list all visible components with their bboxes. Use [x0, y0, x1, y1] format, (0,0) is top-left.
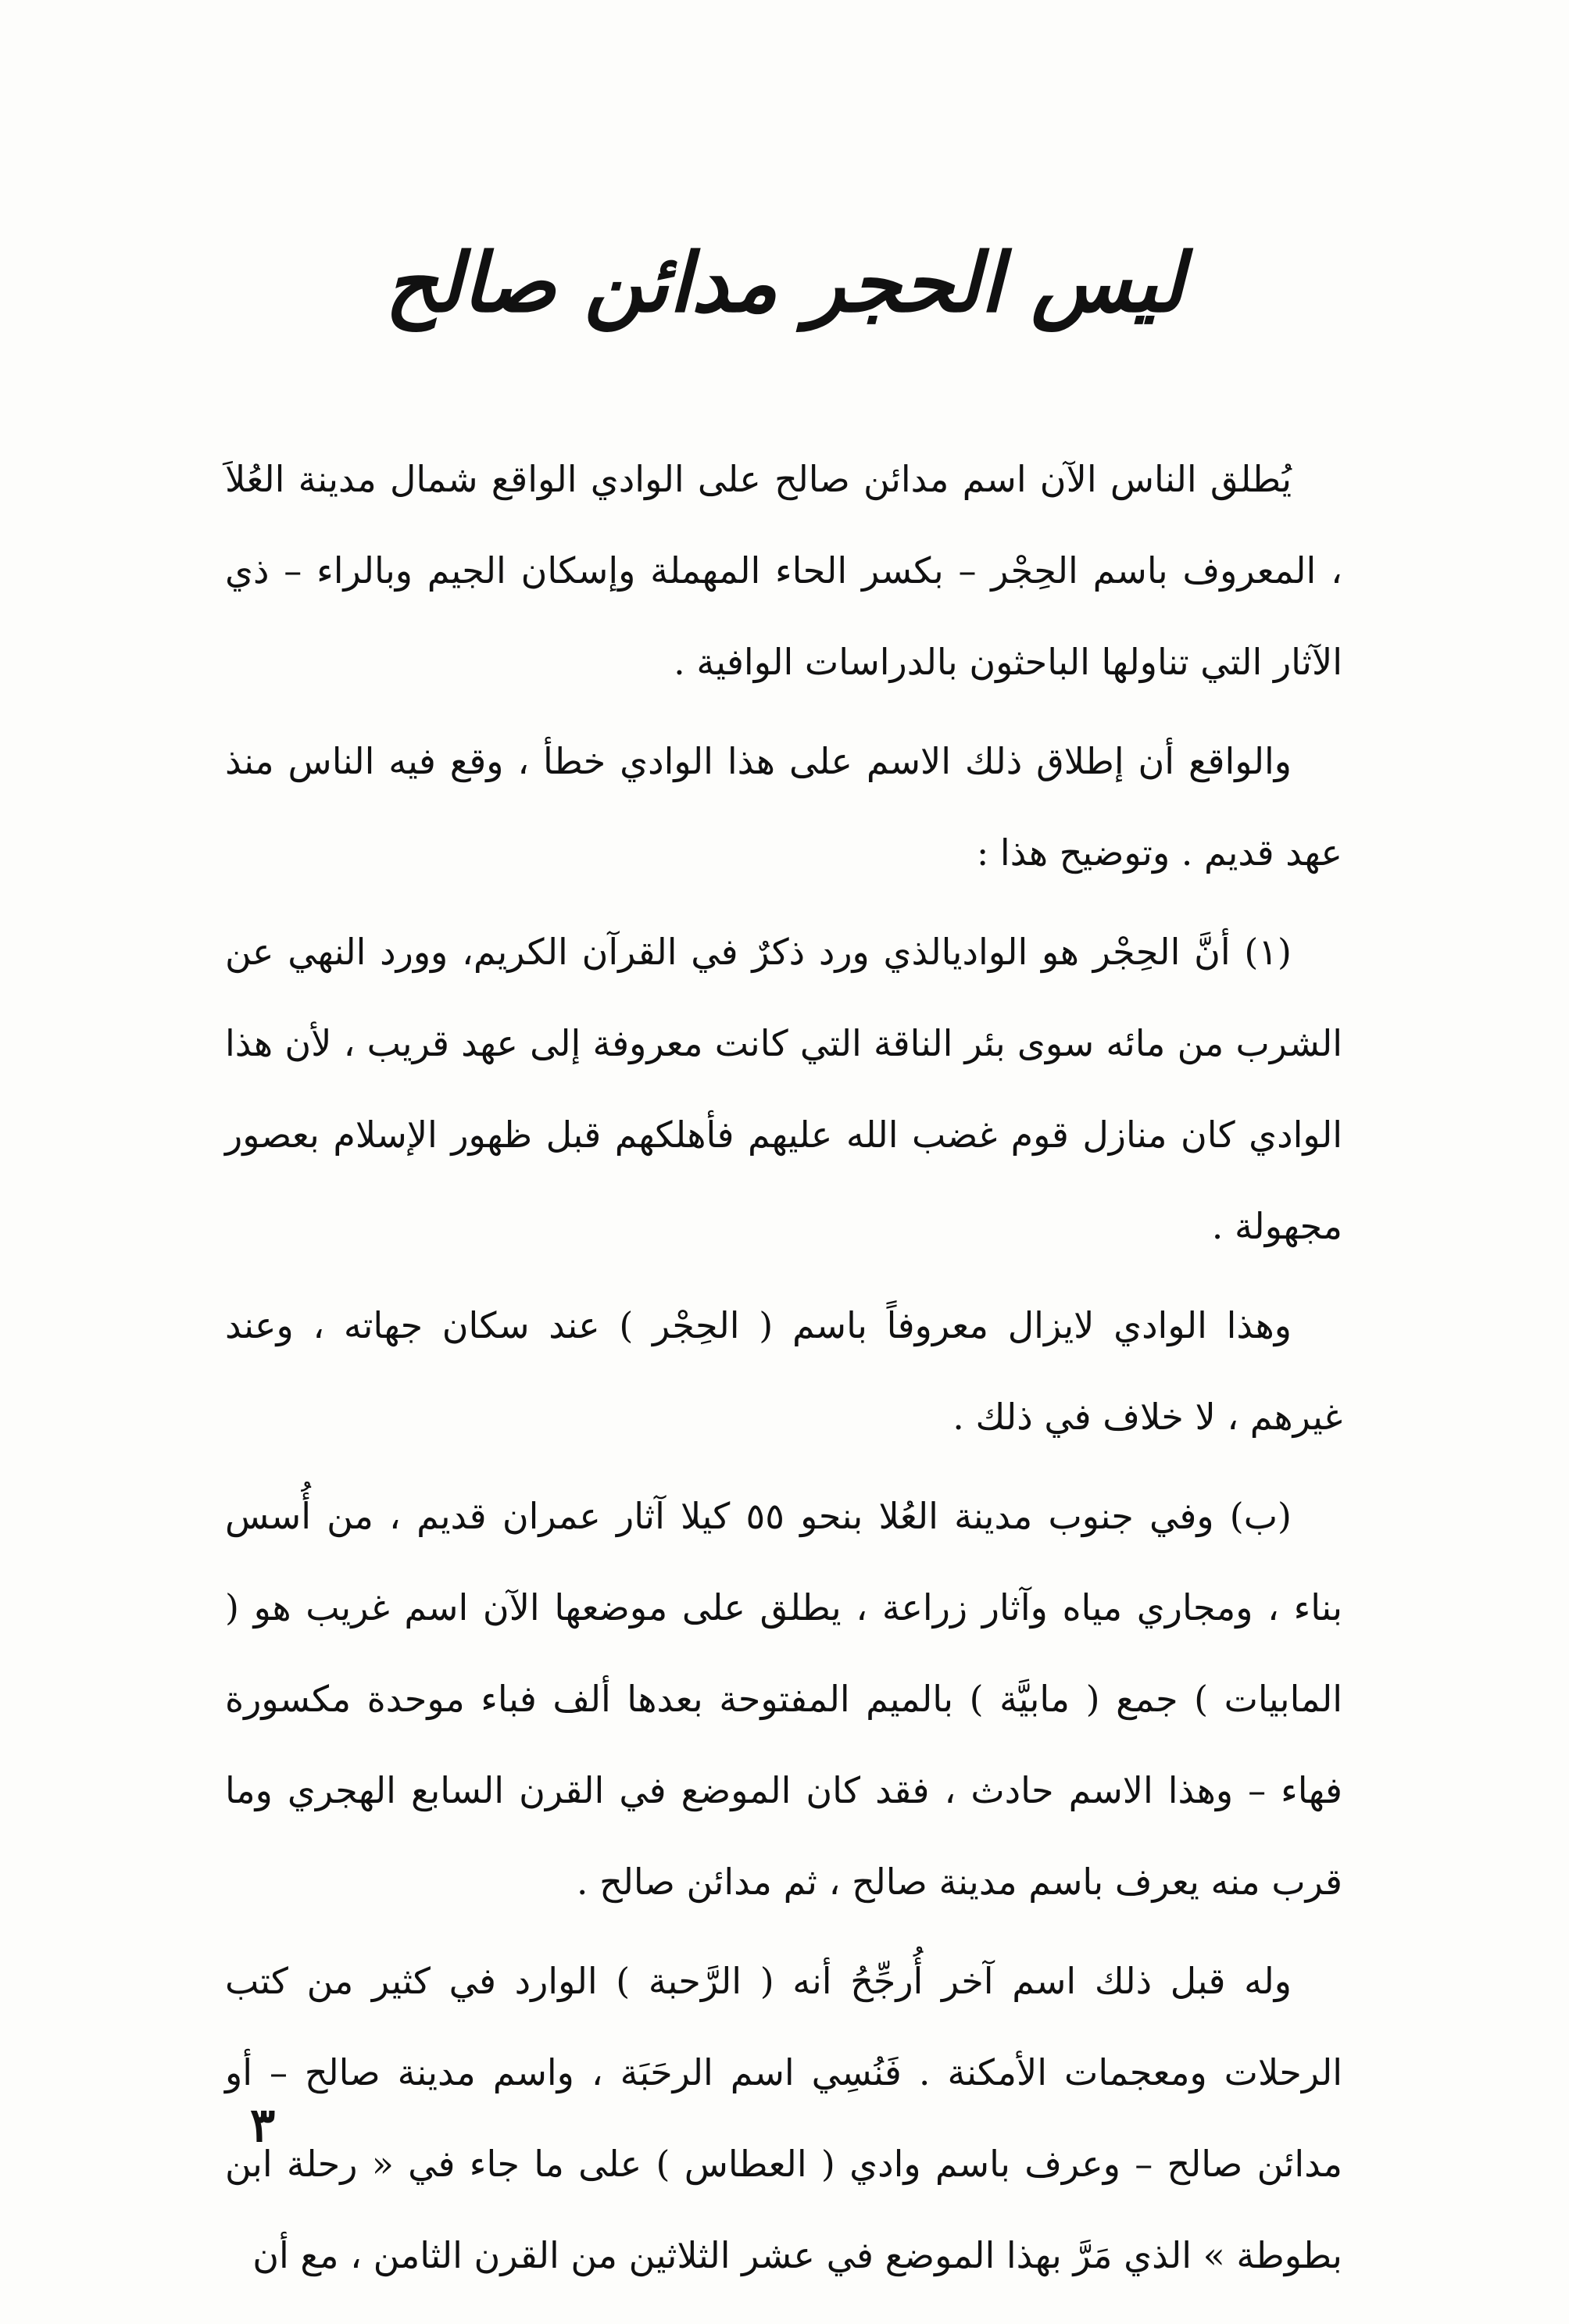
paragraph-3: (١) أنَّ الحِجْر هو الواديالذي ورد ذكرٌ في القرآن الكريم، وورد النهي عن الشرب من مائه سوى بئر الناقة التي كانت معروفة إلى عهد قريب ، لأن هذا الوادي كان منازل قوم غضب الله عليهم فأهلكهم قبل ظهور الإسلام بعصور مجهولة .	[225, 931, 1342, 1247]
paragraph-5: (ب) وفي جنوب مدينة العُلا بنحو ٥٥ كيلا آثار عمران قديم ، من أُسس بناء ، ومجاري مياه وآثار زراعة ، يطلق على موضعها الآن اسم غريب هو ( المابيات ) جمع ( مابيَّة ) بالميم المفتوحة بعدها ألف فباء موحدة مكسورة فهاء – وهذا الاسم حادث ، فقد كان الموضع في القرن السابع الهجري وما قرب منه يعرف باسم مدينة صالح ، ثم مدائن صالح .	[225, 1495, 1342, 1903]
page-title: ليس الحجر مدائن صالح	[384, 234, 1185, 331]
paragraph-1: يُطلق الناس الآن اسم مدائن صالح على الوادي الواقع شمال مدينة العُلاَ ، المعروف باسم الحِجْر – بكسر الحاء المهملة وإسكان الجيم وبالراء – ذي الآثار التي تناولها الباحثون بالدراسات الوافية .	[225, 458, 1342, 683]
body-text	[225, 434, 1342, 2309]
paragraph-6: وله قبل ذلك اسم آخر أُرجِّحُ أنه ( الرَّحبة ) الوارد في كثير من كتب الرحلات ومعجمات الأمكنة . فَنُسِي اسم الرحَبَة ، واسم مدينة صالح – أو مدائن صالح – وعرف باسم وادي ( العطاس ) على ما جاء في « رحلة ابن بطوطة » الذي مَرَّ بهذا الموضع في عشر الثلاثين من القرن الثامن ، مع أن	[225, 1960, 1342, 2276]
paragraph-2: والواقع أن إطلاق ذلك الاسم على هذا الوادي خطأ ، وقع فيه الناس منذ عهد قديم . وتوضيح هذا :	[225, 740, 1342, 874]
page-number: ٣	[250, 2098, 276, 2153]
paragraph-4: وهذا الوادي لايزال معروفاً باسم ( الحِجْر ) عند سكان جهاته ، وعند غيرهم ، لا خلاف في ذلك .	[225, 1304, 1342, 1438]
